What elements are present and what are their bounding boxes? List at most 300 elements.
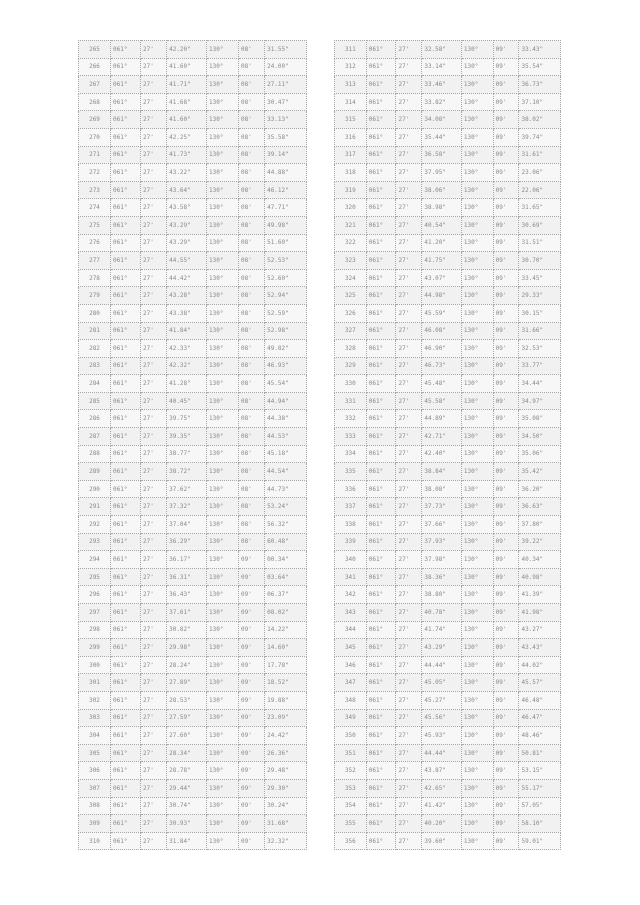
point-number-cell: 346 — [335, 656, 367, 674]
table-row — [79, 727, 307, 745]
lon-minutes-cell: 08' — [239, 76, 265, 94]
lon-degrees-cell: 130° — [461, 410, 493, 428]
lon-minutes-cell: 09' — [239, 656, 265, 674]
lon-degrees-cell: 130° — [461, 498, 493, 516]
lon-minutes-cell: 08' — [239, 146, 265, 164]
lat-seconds-cell: 30.82" — [167, 621, 207, 639]
lon-seconds-cell: 44.94" — [265, 392, 307, 410]
table-row — [335, 709, 561, 727]
lon-minutes-cell: 09' — [493, 797, 519, 815]
lat-minutes-cell: 27' — [141, 322, 167, 340]
lat-seconds-cell: 41.60" — [167, 111, 207, 129]
lon-seconds-cell: 35.08" — [519, 410, 561, 428]
table-row — [79, 498, 307, 516]
lat-seconds-cell: 41.71" — [167, 76, 207, 94]
lon-minutes-cell: 09' — [493, 375, 519, 393]
lat-minutes-cell: 27' — [141, 727, 167, 745]
lat-minutes-cell: 27' — [141, 463, 167, 481]
lat-minutes-cell: 27' — [396, 375, 422, 393]
point-number-cell: 331 — [335, 392, 367, 410]
point-number-cell: 356 — [335, 832, 367, 850]
table-row — [335, 41, 561, 59]
lon-minutes-cell: 08' — [239, 252, 265, 270]
lon-degrees-cell: 130° — [207, 375, 239, 393]
lat-degrees-cell: 061° — [366, 797, 396, 815]
lon-seconds-cell: 52.59" — [265, 304, 307, 322]
lon-degrees-cell: 130° — [207, 128, 239, 146]
table-row — [79, 93, 307, 111]
lon-seconds-cell: 29.33" — [519, 287, 561, 305]
lon-seconds-cell: 24.42" — [265, 727, 307, 745]
lat-seconds-cell: 44.44" — [422, 656, 462, 674]
lat-minutes-cell: 27' — [396, 392, 422, 410]
point-number-cell: 288 — [79, 445, 111, 463]
lat-degrees-cell: 061° — [366, 744, 396, 762]
table-row — [335, 727, 561, 745]
point-number-cell: 339 — [335, 533, 367, 551]
lon-minutes-cell: 09' — [493, 568, 519, 586]
lon-minutes-cell: 09' — [239, 709, 265, 727]
table-row — [335, 428, 561, 446]
lat-degrees-cell: 061° — [366, 604, 396, 622]
lon-minutes-cell: 08' — [239, 164, 265, 182]
point-number-cell: 305 — [79, 744, 111, 762]
lat-minutes-cell: 27' — [396, 621, 422, 639]
lon-degrees-cell: 130° — [461, 762, 493, 780]
lon-degrees-cell: 130° — [207, 58, 239, 76]
lat-degrees-cell: 061° — [111, 93, 141, 111]
lon-seconds-cell: 08.02" — [265, 604, 307, 622]
lon-seconds-cell: 43.43" — [519, 639, 561, 657]
lon-minutes-cell: 09' — [493, 727, 519, 745]
table-row — [79, 709, 307, 727]
point-number-cell: 273 — [79, 181, 111, 199]
point-number-cell: 313 — [335, 76, 367, 94]
lat-seconds-cell: 44.44" — [422, 744, 462, 762]
point-number-cell: 343 — [335, 604, 367, 622]
lat-degrees-cell: 061° — [111, 322, 141, 340]
lon-seconds-cell: 44.88" — [265, 164, 307, 182]
lon-minutes-cell: 08' — [239, 181, 265, 199]
lon-degrees-cell: 130° — [207, 41, 239, 59]
lon-seconds-cell: 31.61" — [519, 146, 561, 164]
table-row — [335, 357, 561, 375]
lon-degrees-cell: 130° — [207, 76, 239, 94]
lat-degrees-cell: 061° — [111, 744, 141, 762]
table-row — [79, 304, 307, 322]
table-row — [335, 304, 561, 322]
table-row — [335, 111, 561, 129]
lon-minutes-cell: 08' — [239, 533, 265, 551]
lon-minutes-cell: 09' — [493, 709, 519, 727]
point-number-cell: 341 — [335, 568, 367, 586]
point-number-cell: 333 — [335, 428, 367, 446]
table-row — [335, 76, 561, 94]
lon-minutes-cell: 09' — [493, 621, 519, 639]
point-number-cell: 345 — [335, 639, 367, 657]
lon-seconds-cell: 29.48" — [265, 762, 307, 780]
lat-degrees-cell: 061° — [111, 164, 141, 182]
table-row — [335, 639, 561, 657]
table-row — [335, 146, 561, 164]
point-number-cell: 327 — [335, 322, 367, 340]
point-number-cell: 329 — [335, 357, 367, 375]
lon-degrees-cell: 130° — [461, 93, 493, 111]
table-row — [335, 551, 561, 569]
lat-minutes-cell: 27' — [396, 252, 422, 270]
table-row — [335, 568, 561, 586]
lat-degrees-cell: 061° — [366, 762, 396, 780]
lat-seconds-cell: 42.65" — [422, 779, 462, 797]
lat-minutes-cell: 27' — [141, 516, 167, 534]
lon-degrees-cell: 130° — [461, 375, 493, 393]
lat-seconds-cell: 46.90" — [422, 340, 462, 358]
lon-degrees-cell: 130° — [207, 146, 239, 164]
point-number-cell: 294 — [79, 551, 111, 569]
lon-degrees-cell: 130° — [461, 533, 493, 551]
lat-seconds-cell: 43.07" — [422, 269, 462, 287]
lon-minutes-cell: 09' — [493, 639, 519, 657]
lon-seconds-cell: 49.82" — [265, 340, 307, 358]
lon-degrees-cell: 130° — [207, 269, 239, 287]
lon-seconds-cell: 31.65" — [519, 199, 561, 217]
lat-seconds-cell: 37.04" — [167, 516, 207, 534]
lon-seconds-cell: 37.80" — [519, 516, 561, 534]
table-row — [335, 516, 561, 534]
table-row — [335, 58, 561, 76]
lat-minutes-cell: 27' — [141, 691, 167, 709]
lon-degrees-cell: 130° — [461, 146, 493, 164]
lon-degrees-cell: 130° — [207, 463, 239, 481]
lon-degrees-cell: 130° — [207, 199, 239, 217]
lon-seconds-cell: 40.34" — [519, 551, 561, 569]
lat-minutes-cell: 27' — [141, 93, 167, 111]
lon-seconds-cell: 40.98" — [519, 568, 561, 586]
lon-minutes-cell: 09' — [493, 656, 519, 674]
lat-minutes-cell: 27' — [396, 815, 422, 833]
lon-degrees-cell: 130° — [461, 621, 493, 639]
lon-seconds-cell: 39.22" — [519, 533, 561, 551]
lon-seconds-cell: 24.00" — [265, 58, 307, 76]
lat-seconds-cell: 42.33" — [167, 340, 207, 358]
lat-degrees-cell: 061° — [366, 340, 396, 358]
lat-seconds-cell: 45.58" — [422, 392, 462, 410]
table-row — [79, 234, 307, 252]
lat-minutes-cell: 27' — [396, 216, 422, 234]
lon-seconds-cell: 33.13" — [265, 111, 307, 129]
lat-minutes-cell: 27' — [141, 146, 167, 164]
lon-degrees-cell: 130° — [461, 357, 493, 375]
lon-degrees-cell: 130° — [461, 639, 493, 657]
point-number-cell: 344 — [335, 621, 367, 639]
lat-degrees-cell: 061° — [366, 568, 396, 586]
lat-seconds-cell: 43.87" — [422, 762, 462, 780]
table-row — [79, 41, 307, 59]
point-number-cell: 295 — [79, 568, 111, 586]
lat-minutes-cell: 27' — [141, 58, 167, 76]
lon-minutes-cell: 09' — [239, 744, 265, 762]
lon-seconds-cell: 37.10" — [519, 93, 561, 111]
lon-degrees-cell: 130° — [461, 199, 493, 217]
table-row — [79, 568, 307, 586]
table-row — [335, 691, 561, 709]
lat-minutes-cell: 27' — [141, 357, 167, 375]
lon-degrees-cell: 130° — [461, 586, 493, 604]
lat-minutes-cell: 27' — [141, 252, 167, 270]
lon-seconds-cell: 45.54" — [265, 375, 307, 393]
lon-degrees-cell: 130° — [207, 727, 239, 745]
lat-degrees-cell: 061° — [111, 586, 141, 604]
point-number-cell: 348 — [335, 691, 367, 709]
lat-degrees-cell: 061° — [366, 586, 396, 604]
lon-degrees-cell: 130° — [461, 516, 493, 534]
lat-degrees-cell: 061° — [111, 41, 141, 59]
lat-degrees-cell: 061° — [366, 428, 396, 446]
lon-seconds-cell: 43.27" — [519, 621, 561, 639]
lon-minutes-cell: 09' — [493, 76, 519, 94]
table-row — [335, 181, 561, 199]
point-number-cell: 293 — [79, 533, 111, 551]
lat-minutes-cell: 27' — [141, 551, 167, 569]
table-row — [79, 199, 307, 217]
lat-degrees-cell: 061° — [366, 832, 396, 850]
lat-degrees-cell: 061° — [111, 709, 141, 727]
lon-minutes-cell: 09' — [493, 216, 519, 234]
lat-seconds-cell: 36.29" — [167, 533, 207, 551]
lat-degrees-cell: 061° — [111, 76, 141, 94]
lon-seconds-cell: 55.17" — [519, 779, 561, 797]
lon-degrees-cell: 130° — [207, 252, 239, 270]
lat-degrees-cell: 061° — [366, 269, 396, 287]
lat-seconds-cell: 34.08" — [422, 111, 462, 129]
lon-minutes-cell: 09' — [239, 604, 265, 622]
point-number-cell: 352 — [335, 762, 367, 780]
table-row — [335, 586, 561, 604]
lat-degrees-cell: 061° — [366, 375, 396, 393]
lon-degrees-cell: 130° — [207, 744, 239, 762]
point-number-cell: 271 — [79, 146, 111, 164]
lat-seconds-cell: 43.58" — [167, 199, 207, 217]
lon-seconds-cell: 49.98" — [265, 216, 307, 234]
lat-seconds-cell: 37.73" — [422, 498, 462, 516]
table-row — [335, 779, 561, 797]
lon-seconds-cell: 29.30" — [265, 779, 307, 797]
lon-minutes-cell: 08' — [239, 93, 265, 111]
point-number-cell: 266 — [79, 58, 111, 76]
point-number-cell: 354 — [335, 797, 367, 815]
lon-minutes-cell: 09' — [239, 551, 265, 569]
lat-seconds-cell: 28.78" — [167, 762, 207, 780]
lon-minutes-cell: 08' — [239, 463, 265, 481]
lat-degrees-cell: 061° — [366, 392, 396, 410]
lat-minutes-cell: 27' — [141, 445, 167, 463]
table-row — [79, 375, 307, 393]
lat-seconds-cell: 38.06" — [422, 181, 462, 199]
lat-minutes-cell: 27' — [141, 287, 167, 305]
lon-seconds-cell: 30.47" — [265, 93, 307, 111]
table-row — [335, 93, 561, 111]
coordinate-table-left — [78, 40, 307, 850]
lon-seconds-cell: 26.36" — [265, 744, 307, 762]
lat-seconds-cell: 41.73" — [167, 146, 207, 164]
lon-seconds-cell: 59.01" — [519, 832, 561, 850]
table-row — [79, 269, 307, 287]
table-row — [79, 832, 307, 850]
lon-degrees-cell: 130° — [207, 797, 239, 815]
lon-minutes-cell: 08' — [239, 216, 265, 234]
lon-degrees-cell: 130° — [207, 287, 239, 305]
lat-seconds-cell: 43.22" — [167, 164, 207, 182]
lat-seconds-cell: 44.42" — [167, 269, 207, 287]
lat-minutes-cell: 27' — [396, 41, 422, 59]
lon-minutes-cell: 09' — [493, 128, 519, 146]
lon-seconds-cell: 46.12" — [265, 181, 307, 199]
lon-degrees-cell: 130° — [461, 779, 493, 797]
table-row — [335, 199, 561, 217]
lat-minutes-cell: 27' — [141, 797, 167, 815]
lon-minutes-cell: 09' — [493, 93, 519, 111]
lat-minutes-cell: 27' — [141, 216, 167, 234]
table-row — [335, 797, 561, 815]
lat-seconds-cell: 43.29" — [167, 216, 207, 234]
table-row — [335, 128, 561, 146]
point-number-cell: 301 — [79, 674, 111, 692]
table-row — [79, 797, 307, 815]
table-row — [79, 216, 307, 234]
point-number-cell: 280 — [79, 304, 111, 322]
lat-degrees-cell: 061° — [111, 797, 141, 815]
lat-seconds-cell: 28.53" — [167, 691, 207, 709]
point-number-cell: 349 — [335, 709, 367, 727]
point-number-cell: 350 — [335, 727, 367, 745]
lon-minutes-cell: 08' — [239, 392, 265, 410]
lon-minutes-cell: 09' — [493, 410, 519, 428]
lon-minutes-cell: 09' — [493, 146, 519, 164]
lat-seconds-cell: 37.93" — [422, 533, 462, 551]
table-row — [79, 287, 307, 305]
lat-seconds-cell: 40.54" — [422, 216, 462, 234]
lat-degrees-cell: 061° — [366, 621, 396, 639]
lon-degrees-cell: 130° — [461, 709, 493, 727]
lon-seconds-cell: 38.02" — [519, 111, 561, 129]
lat-minutes-cell: 27' — [141, 744, 167, 762]
lon-seconds-cell: 19.88" — [265, 691, 307, 709]
point-number-cell: 330 — [335, 375, 367, 393]
table-row — [79, 322, 307, 340]
table-row — [335, 533, 561, 551]
lat-degrees-cell: 061° — [366, 727, 396, 745]
lat-seconds-cell: 45.56" — [422, 709, 462, 727]
lat-seconds-cell: 28.24" — [167, 656, 207, 674]
lon-minutes-cell: 09' — [493, 498, 519, 516]
lon-degrees-cell: 130° — [461, 252, 493, 270]
table-row — [335, 375, 561, 393]
lon-degrees-cell: 130° — [461, 181, 493, 199]
lon-seconds-cell: 18.52" — [265, 674, 307, 692]
point-number-cell: 296 — [79, 586, 111, 604]
lat-seconds-cell: 35.44" — [422, 128, 462, 146]
lat-minutes-cell: 27' — [141, 392, 167, 410]
lat-seconds-cell: 37.61" — [167, 604, 207, 622]
lon-minutes-cell: 08' — [239, 269, 265, 287]
lon-minutes-cell: 09' — [239, 797, 265, 815]
lat-minutes-cell: 27' — [141, 674, 167, 692]
lon-degrees-cell: 130° — [461, 58, 493, 76]
lon-seconds-cell: 36.20" — [519, 480, 561, 498]
lon-degrees-cell: 130° — [461, 656, 493, 674]
point-number-cell: 335 — [335, 463, 367, 481]
lon-degrees-cell: 130° — [461, 269, 493, 287]
table-row — [79, 621, 307, 639]
point-number-cell: 326 — [335, 304, 367, 322]
lat-degrees-cell: 061° — [111, 656, 141, 674]
point-number-cell: 321 — [335, 216, 367, 234]
lon-seconds-cell: 32.32" — [265, 832, 307, 850]
lon-seconds-cell: 47.71" — [265, 199, 307, 217]
lat-seconds-cell: 31.84" — [167, 832, 207, 850]
lat-degrees-cell: 061° — [366, 551, 396, 569]
lat-minutes-cell: 27' — [396, 586, 422, 604]
lat-minutes-cell: 27' — [141, 498, 167, 516]
lon-degrees-cell: 130° — [461, 111, 493, 129]
lon-minutes-cell: 08' — [239, 428, 265, 446]
lat-seconds-cell: 38.36" — [422, 568, 462, 586]
lon-minutes-cell: 09' — [493, 691, 519, 709]
lat-degrees-cell: 061° — [366, 93, 396, 111]
table-row — [335, 340, 561, 358]
lat-minutes-cell: 27' — [141, 375, 167, 393]
lon-minutes-cell: 08' — [239, 199, 265, 217]
point-number-cell: 309 — [79, 815, 111, 833]
table-row — [335, 604, 561, 622]
lat-degrees-cell: 061° — [366, 516, 396, 534]
lat-seconds-cell: 37.98" — [422, 551, 462, 569]
lat-seconds-cell: 29.44" — [167, 779, 207, 797]
lon-minutes-cell: 09' — [493, 551, 519, 569]
point-number-cell: 312 — [335, 58, 367, 76]
lat-minutes-cell: 27' — [396, 727, 422, 745]
lat-degrees-cell: 061° — [366, 445, 396, 463]
lat-degrees-cell: 061° — [111, 199, 141, 217]
lon-degrees-cell: 130° — [207, 428, 239, 446]
table-row — [335, 216, 561, 234]
lat-minutes-cell: 27' — [141, 304, 167, 322]
lon-seconds-cell: 44.73" — [265, 480, 307, 498]
lon-degrees-cell: 130° — [461, 797, 493, 815]
lat-minutes-cell: 27' — [141, 340, 167, 358]
table-row — [79, 762, 307, 780]
lat-seconds-cell: 41.60" — [167, 58, 207, 76]
point-number-cell: 289 — [79, 463, 111, 481]
lon-degrees-cell: 130° — [461, 480, 493, 498]
lon-degrees-cell: 130° — [207, 762, 239, 780]
point-number-cell: 275 — [79, 216, 111, 234]
lat-seconds-cell: 41.75" — [422, 252, 462, 270]
point-number-cell: 277 — [79, 252, 111, 270]
point-number-cell: 297 — [79, 604, 111, 622]
table-row — [335, 498, 561, 516]
table-row — [335, 480, 561, 498]
lat-seconds-cell: 40.20" — [422, 815, 462, 833]
lon-minutes-cell: 08' — [239, 480, 265, 498]
lat-degrees-cell: 061° — [366, 674, 396, 692]
lat-seconds-cell: 33.14" — [422, 58, 462, 76]
lon-minutes-cell: 09' — [493, 428, 519, 446]
lon-minutes-cell: 08' — [239, 304, 265, 322]
lat-minutes-cell: 27' — [396, 480, 422, 498]
table-row — [335, 744, 561, 762]
table-row — [335, 269, 561, 287]
